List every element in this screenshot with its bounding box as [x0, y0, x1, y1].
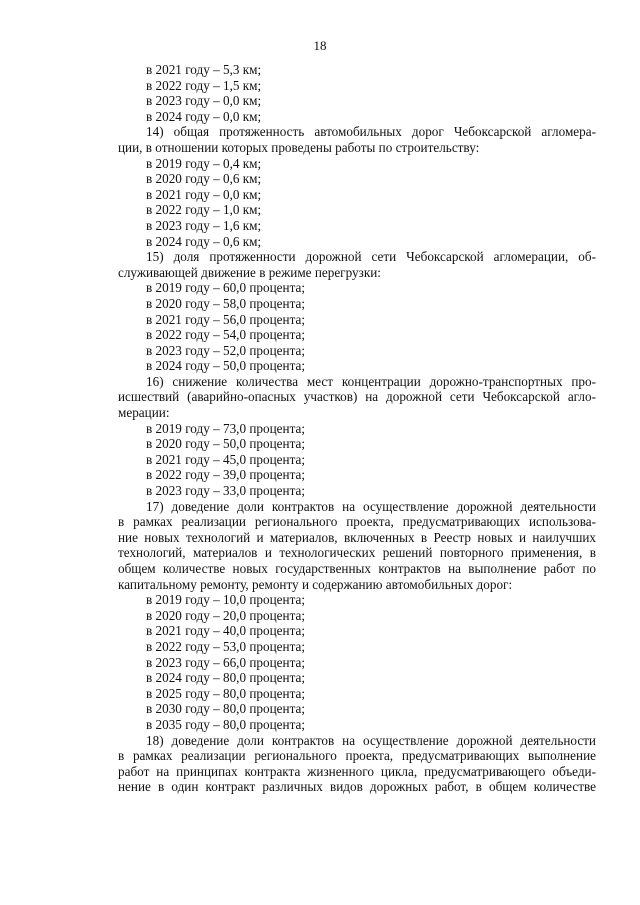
text-line: работ на принципах контракта жизненного цикла, предусматривающего объеди- [118, 763, 596, 779]
text-line: в 2024 году – 0,0 км; [146, 108, 262, 124]
text-line: ции, в отношении которых проведены работы по строительству: [118, 139, 480, 155]
text-line: общем количестве новых государственных контрактов на выполнение работ по [118, 561, 596, 576]
text-line: 17) доведение доли контрактов на осуществление дорожной деятельности [146, 498, 596, 514]
text-line: в 2019 году – 73,0 процента; [146, 420, 306, 436]
document-body [118, 62, 596, 795]
text-line: нение в один контракт различных видов дорожных работ, в общем количестве [118, 779, 596, 795]
text-line: в 2024 году – 0,6 км; [146, 233, 262, 249]
text-line: в 2023 году – 0,0 км; [146, 93, 262, 109]
text-line: в 2021 году – 0,0 км; [146, 186, 262, 202]
text-line: в 2025 году – 80,0 процента; [146, 685, 306, 701]
text-line: в 2020 году – 50,0 процента; [146, 436, 306, 452]
page-number: 18 [313, 38, 327, 53]
text-line: в 2024 году – 50,0 процента; [146, 358, 306, 374]
text-line: в 2022 году – 1,0 км; [146, 202, 262, 218]
text-line: в 2019 году – 0,4 км; [146, 155, 262, 171]
text-line: в 2023 году – 1,6 км; [146, 217, 262, 233]
text-line: мерации: [118, 405, 170, 421]
text-line: служивающей движение в режиме перегрузки: [118, 264, 381, 280]
text-line: 16) снижение количества мест концентрации дорожно-транспортных про- [146, 373, 596, 389]
text-line: в 2021 году – 45,0 процента; [146, 451, 306, 467]
text-line: в 2020 году – 0,6 км; [146, 171, 262, 187]
text-line: в 2023 году – 33,0 процента; [146, 483, 306, 499]
text-line: в 2023 году – 66,0 процента; [146, 654, 306, 670]
text-line: в 2030 году – 80,0 процента; [146, 701, 306, 717]
text-line: 15) доля протяженности дорожной сети Чебоксарской агломерации, об- [146, 249, 596, 265]
text-line: в 2021 году – 40,0 процента; [146, 623, 306, 639]
text-line: в 2019 году – 60,0 процента; [146, 280, 306, 296]
text-line: в 2035 году – 80,0 процента; [146, 716, 306, 732]
text-line: капитальному ремонту, ремонту и содержанию автомобильных дорог: [118, 576, 513, 592]
text-line: в 2019 году – 10,0 процента; [146, 592, 306, 608]
text-line: в 2022 году – 1,5 км; [146, 77, 262, 93]
text-line: в 2022 году – 39,0 процента; [146, 467, 306, 483]
text-line: в 2023 году – 52,0 процента; [146, 342, 306, 358]
text-line: в 2020 году – 58,0 процента; [146, 295, 306, 311]
text-line: технологий, материалов и технологических решений повторного применения, в [118, 545, 596, 561]
text-line: исшествий (аварийно-опасных участков) на дорожной сети Чебоксарской агло- [118, 389, 596, 405]
text-line: 18) доведение доли контрактов на осуществление дорожной деятельности [146, 732, 596, 748]
text-line: 14) общая протяженность автомобильных дорог Чебоксарской агломера- [146, 124, 596, 140]
text-line: в 2022 году – 53,0 процента; [146, 638, 306, 654]
text-line: в рамках реализации регионального проекта, предусматривающих использова- [118, 514, 596, 530]
text-line: в 2021 году – 56,0 процента; [146, 311, 306, 327]
text-line: в 2024 году – 80,0 процента; [146, 670, 306, 686]
text-line: в 2021 году – 5,3 км; [146, 62, 262, 77]
text-line: ние новых технологий и материалов, включенных в Реестр новых и наилучших [118, 529, 596, 545]
text-line: в 2022 году – 54,0 процента; [146, 327, 306, 343]
text-line: в рамках реализации регионального проекта, предусматривающих выполнение [118, 748, 596, 764]
text-line: в 2020 году – 20,0 процента; [146, 607, 306, 623]
